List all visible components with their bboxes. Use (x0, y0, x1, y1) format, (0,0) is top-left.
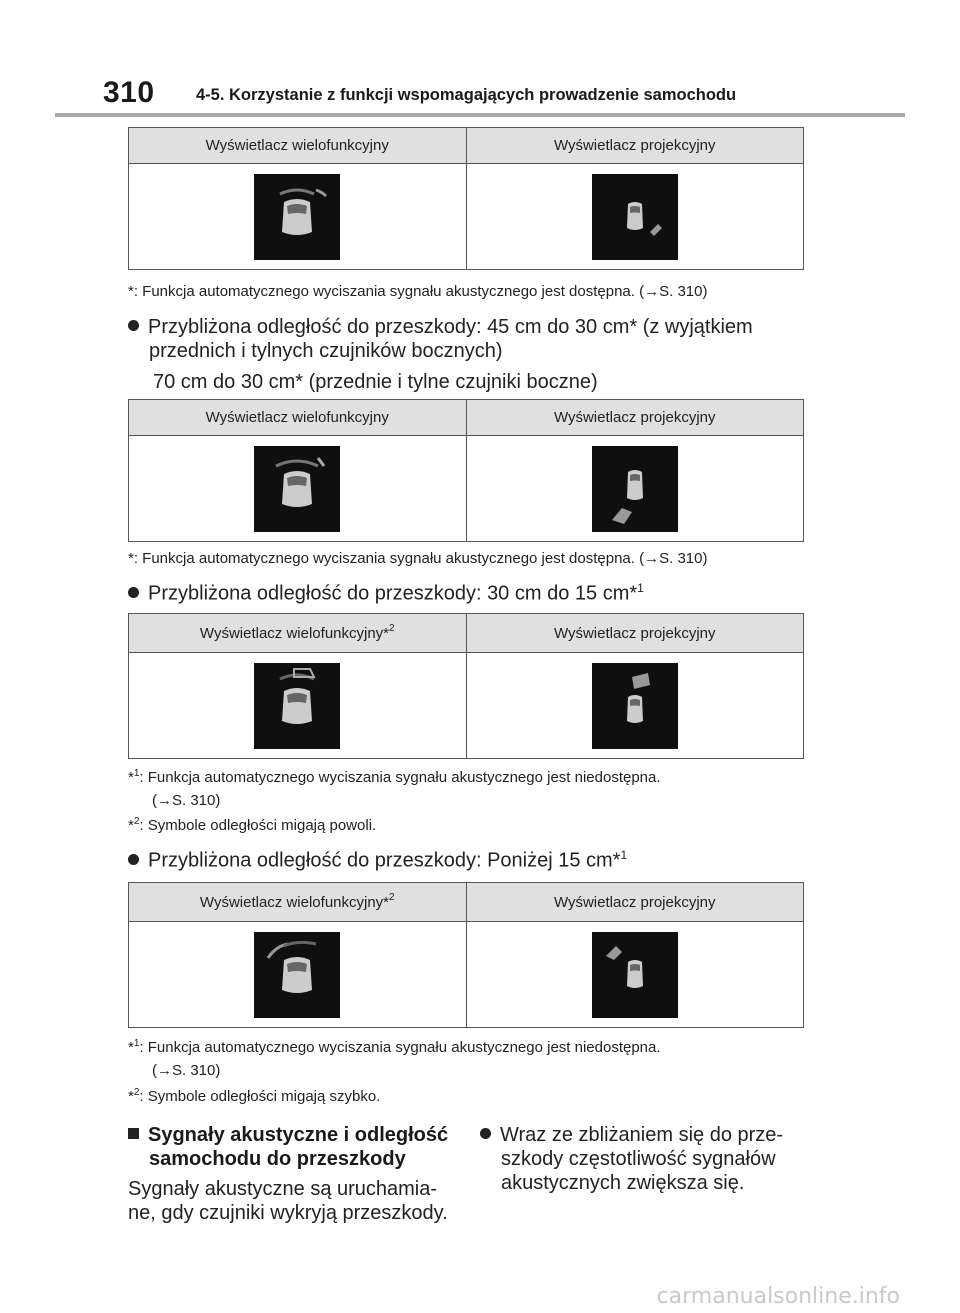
multi-info-display-header: Wyświetlacz wielofunkcyjny* $^2$ (199, 622, 395, 642)
car-rear-side-hud-icon (592, 174, 678, 260)
right-bullet: Wraz ze zbliżaniem się do prze- (480, 1123, 783, 1147)
bullet-dot-icon (128, 854, 139, 865)
head-up-display-header: Wyświetlacz projekcyjny (466, 400, 804, 435)
footnote-4b: *$^2$: Symbole odległości migają szybko. (128, 1087, 381, 1105)
section-body-line-1: Sygnały akustyczne są uruchamia- (128, 1178, 438, 1200)
footnote-3a: *$^1$: Funkcja automatycznego wyciszania sygnału akustycznego jest niedostępna. (128, 768, 661, 786)
head-up-display-header: Wyświetlacz projekcyjny (466, 614, 804, 652)
footnote-2: *: Funkcja automatycznego wyciszania sygnału akustycznego jest dostępna. (→S. 310) (128, 550, 708, 567)
multi-info-display-header: Wyświetlacz wielofunkcyjny (205, 137, 389, 154)
display-table-4 (128, 882, 804, 1028)
bullet-dot-icon (128, 587, 139, 598)
head-up-display-header: Wyświetlacz projekcyjny (466, 883, 804, 921)
multi-info-display-header: Wyświetlacz wielofunkcyjny (205, 409, 389, 426)
display-table-1 (128, 127, 804, 270)
car-front-sensor-display-icon (254, 932, 340, 1018)
watermark: carmanualsonline.info (656, 1284, 900, 1309)
table-image-row (129, 164, 803, 269)
display-table-3 (128, 613, 804, 759)
page-number: 310 (103, 76, 155, 109)
footnote-1: *: Funkcja automatycznego wyciszania sygnału akustycznego jest dostępna. (→S. 310) (128, 283, 708, 300)
section-heading-line-2: samochodu do przeszkody (149, 1148, 406, 1170)
header-rule (55, 113, 905, 117)
display-table-2 (128, 399, 804, 542)
footnote-3b: *$^2$: Symbole odległości migają powoli. (128, 816, 377, 834)
car-side-hud-icon (592, 932, 678, 1018)
section-square-icon (128, 1128, 139, 1139)
section-heading: Sygnały akustyczne i odległość (128, 1123, 448, 1147)
footnote-3a-ref: (→S. 310) (152, 792, 221, 809)
car-front-sensor-display-icon (254, 663, 340, 749)
bullet-1-line-2: przednich i tylnych czujników bocznych) (149, 340, 503, 362)
bullet-1-line-3: 70 cm do 30 cm* (przednie i tylne czujniki boczne) (153, 371, 598, 393)
bullet-dot-icon (128, 320, 139, 331)
car-front-sensor-display-icon (254, 446, 340, 532)
footnote-4a: *$^1$: Funkcja automatycznego wyciszania sygnału akustycznego jest niedostępna. (128, 1038, 661, 1056)
table-header-row (129, 128, 803, 164)
chapter-title: 4-5. Korzystanie z funkcji wspomagających prowadzenie samochodu (196, 86, 737, 104)
head-up-display-header: Wyświetlacz projekcyjny (466, 128, 804, 163)
bullet-dot-icon (480, 1128, 491, 1139)
right-bullet-line-3: akustycznych zwiększa się. (501, 1172, 745, 1194)
car-rear-side-hud-icon (592, 446, 678, 532)
bullet-1: Przybliżona odległość do przeszkody: 45 cm do 30 cm* (z wyjątkiem (128, 316, 753, 339)
section-body-line-2: ne, gdy czujniki wykryją przeszkody. (128, 1202, 448, 1224)
car-front-hud-icon (592, 663, 678, 749)
multi-info-display-header: Wyświetlacz wielofunkcyjny* $^2$ (199, 891, 395, 911)
right-bullet-line-2: szkody częstotliwość sygnałów (501, 1148, 776, 1170)
bullet-3: Przybliżona odległość do przeszkody: Poniżej 15 cm*$^1$ (128, 848, 627, 873)
footnote-4a-ref: (→S. 310) (152, 1062, 221, 1079)
bullet-2: Przybliżona odległość do przeszkody: 30 cm do 15 cm*$^1$ (128, 581, 644, 606)
car-front-sensor-display-icon (254, 174, 340, 260)
